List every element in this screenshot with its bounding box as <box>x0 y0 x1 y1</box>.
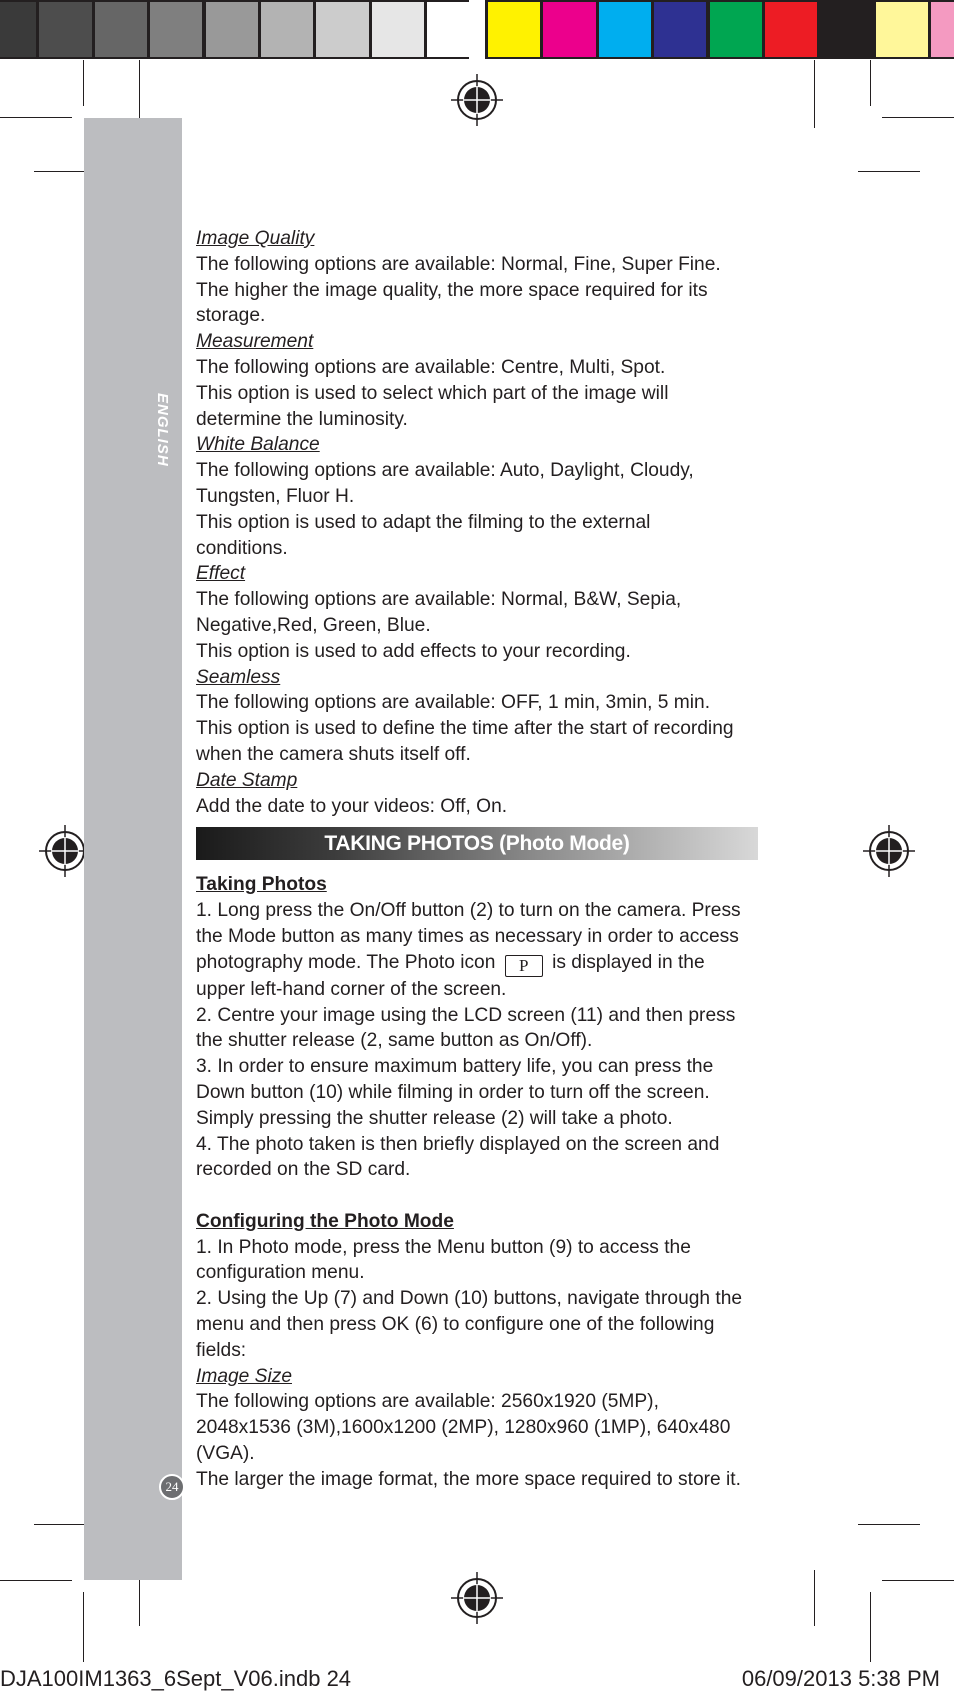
section-date-stamp <box>196 768 758 820</box>
text-line: This option is used to select which part of the image will <box>196 382 669 404</box>
text-line: The following options are available: Auto, Daylight, Cloudy, <box>196 460 694 482</box>
sidebar-band <box>84 118 182 1580</box>
text-line: Tungsten, Fluor H. <box>196 485 355 507</box>
subheading: White Balance <box>196 434 320 456</box>
text-line: the Mode button as many times as necessary in order to access <box>196 925 739 947</box>
text-line: determine the luminosity. <box>196 408 408 430</box>
section-effect <box>196 561 758 664</box>
text-line: The following options are available: 2560x1920 (5MP), <box>196 1391 659 1413</box>
color-swatch <box>39 2 91 57</box>
subheading: Seamless <box>196 666 281 688</box>
color-swatch <box>820 2 872 57</box>
text-line: Down button (10) while filming in order to turn off the screen. <box>196 1081 710 1103</box>
color-swatch <box>150 2 202 57</box>
color-swatch <box>543 2 595 57</box>
text-line: 1. In Photo mode, press the Menu button (9) to access the <box>196 1236 691 1258</box>
section-heading: Taking Photos <box>196 874 327 896</box>
section-image-quality <box>196 226 758 329</box>
text-line: fields: <box>196 1339 247 1361</box>
text-line: Add the date to your videos: Off, On. <box>196 795 508 817</box>
color-swatch <box>316 2 368 57</box>
text-line: menu and then press OK (6) to configure one of the following <box>196 1314 715 1336</box>
text-line: The larger the image format, the more space required to store it. <box>196 1468 741 1490</box>
color-swatch <box>427 2 479 57</box>
language-label: ENGLISH <box>154 393 171 467</box>
section-seamless <box>196 665 758 768</box>
subheading: Measurement <box>196 331 314 353</box>
text-line: 2. Centre your image using the LCD screen (11) and then press <box>196 1004 736 1026</box>
text-line: Simply pressing the shutter release (2) will take a photo. <box>196 1107 673 1129</box>
section-heading: Configuring the Photo Mode <box>196 1210 454 1232</box>
text-line: 2. Using the Up (7) and Down (10) buttons, navigate through the <box>196 1288 743 1310</box>
text-line: The following options are available: Normal, B&W, Sepia, <box>196 589 682 611</box>
text-line: (VGA). <box>196 1443 255 1465</box>
text-line: Negative,Red, Green, Blue. <box>196 614 431 636</box>
text-line: conditions. <box>196 537 288 559</box>
subheading: Date Stamp <box>196 769 298 791</box>
subheading: Image Quality <box>196 228 315 249</box>
text-line: 4. The photo taken is then briefly displayed on the screen and <box>196 1133 720 1155</box>
text-line: The following options are available: Centre, Multi, Spot. <box>196 356 666 378</box>
registration-mark-top <box>449 72 505 128</box>
text-fragment: is displayed in the <box>552 951 705 973</box>
text-line: upper left-hand corner of the screen. <box>196 978 507 1000</box>
text-line: storage. <box>196 305 266 327</box>
text-line: This option is used to add effects to your recording. <box>196 640 631 662</box>
section-configuring-photo-mode <box>196 1209 758 1364</box>
text-line: This option is used to adapt the filming to the external <box>196 511 651 533</box>
spacer <box>196 1183 758 1209</box>
color-swatch <box>95 2 147 57</box>
print-color-bar <box>0 0 954 60</box>
slug-filename: DJA100IM1363_6Sept_V06.indb 24 <box>0 1666 352 1691</box>
color-swatch <box>654 2 706 57</box>
subheading: Image Size <box>196 1365 292 1387</box>
text-fragment: photography mode. The Photo icon <box>196 951 496 973</box>
color-swatch <box>931 2 954 57</box>
photo-mode-icon: P <box>505 955 543 977</box>
text-line: The higher the image quality, the more space required for its <box>196 279 708 301</box>
color-swatch <box>765 2 817 57</box>
text-line: 2048x1536 (3M),1600x1200 (2MP), 1280x960 (1MP), 640x480 <box>196 1417 731 1439</box>
page-number: 24 <box>159 1474 185 1500</box>
text-line <box>196 950 758 977</box>
slug-timestamp: 06/09/2013 5:38 PM <box>741 1666 940 1691</box>
text-line: configuration menu. <box>196 1262 365 1284</box>
section-white-balance <box>196 432 758 561</box>
text-line: 1. Long press the On/Off button (2) to turn on the camera. Press <box>196 900 741 922</box>
manual-content <box>196 226 758 1493</box>
text-line: when the camera shuts itself off. <box>196 743 471 765</box>
text-line: recorded on the SD card. <box>196 1159 411 1181</box>
color-swatch <box>372 2 424 57</box>
color-swatch <box>206 2 258 57</box>
color-swatch <box>261 2 313 57</box>
section-image-size <box>196 1364 758 1493</box>
text-line: This option is used to define the time after the start of recording <box>196 718 734 740</box>
text-line: 3. In order to ensure maximum battery life, you can press the <box>196 1056 714 1078</box>
color-swatch <box>710 2 762 57</box>
section-measurement <box>196 329 758 432</box>
subheading: Effect <box>196 563 246 585</box>
registration-mark-right <box>861 823 917 879</box>
section-taking-photos <box>196 872 758 1183</box>
color-swatch <box>599 2 651 57</box>
color-swatch <box>488 2 540 57</box>
text-line: the shutter release (2, same button as On/Off). <box>196 1030 593 1052</box>
text-line: The following options are available: OFF, 1 min, 3min, 5 min. <box>196 692 711 714</box>
color-swatch <box>876 2 928 57</box>
text-line: The following options are available: Normal, Fine, Super Fine. <box>196 253 721 275</box>
color-swatch <box>0 2 36 57</box>
registration-mark-bottom <box>449 1570 505 1626</box>
section-banner: TAKING PHOTOS (Photo Mode) <box>196 827 758 860</box>
